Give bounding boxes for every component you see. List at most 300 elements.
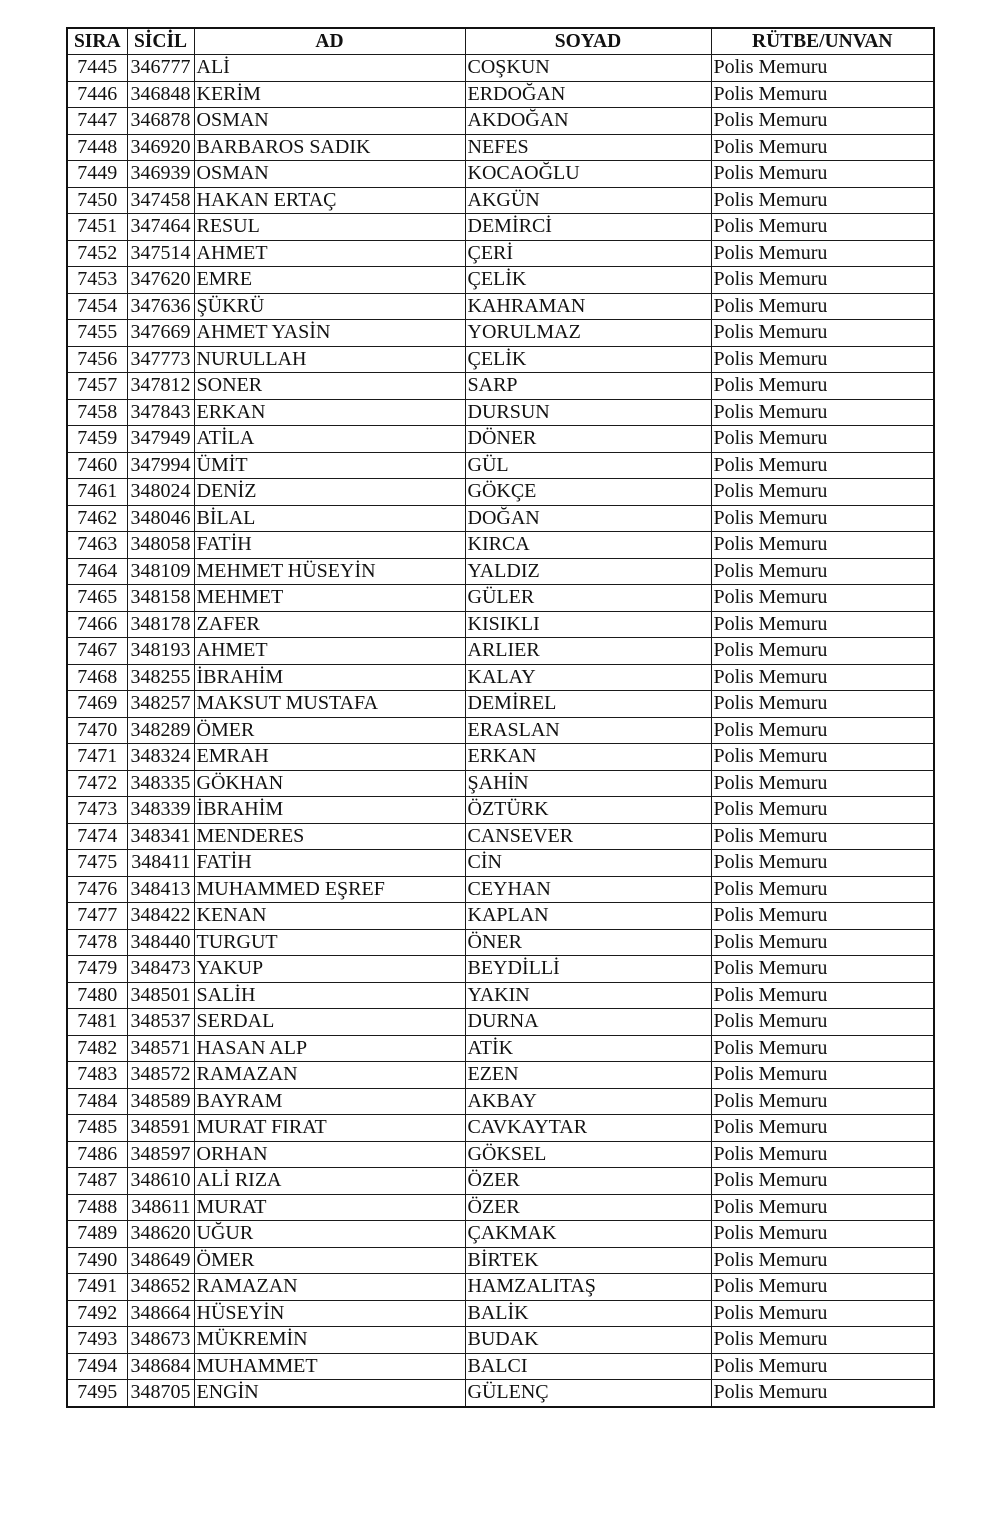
cell-sira: 7466 xyxy=(67,611,127,638)
cell-sira: 7468 xyxy=(67,664,127,691)
table-row xyxy=(67,797,934,824)
cell-soyad: HAMZALITAŞ xyxy=(465,1274,711,1301)
cell-rutbe: Polis Memuru xyxy=(711,558,934,585)
table-row xyxy=(67,399,934,426)
table-row xyxy=(67,823,934,850)
table-row xyxy=(67,1062,934,1089)
cell-sicil: 348046 xyxy=(127,505,194,532)
table-row xyxy=(67,532,934,559)
cell-rutbe: Polis Memuru xyxy=(711,532,934,559)
cell-ad: RESUL xyxy=(194,214,465,241)
cell-rutbe: Polis Memuru xyxy=(711,240,934,267)
cell-rutbe: Polis Memuru xyxy=(711,1141,934,1168)
cell-sicil: 348473 xyxy=(127,956,194,983)
cell-sicil: 347843 xyxy=(127,399,194,426)
cell-soyad: YALDIZ xyxy=(465,558,711,585)
cell-sira: 7459 xyxy=(67,426,127,453)
cell-sicil: 348193 xyxy=(127,638,194,665)
cell-sicil: 348664 xyxy=(127,1300,194,1327)
table-row xyxy=(67,638,934,665)
cell-sira: 7474 xyxy=(67,823,127,850)
cell-soyad: CANSEVER xyxy=(465,823,711,850)
cell-rutbe: Polis Memuru xyxy=(711,638,934,665)
cell-sira: 7488 xyxy=(67,1194,127,1221)
cell-ad: NURULLAH xyxy=(194,346,465,373)
cell-sicil: 346777 xyxy=(127,55,194,82)
cell-rutbe: Polis Memuru xyxy=(711,267,934,294)
cell-rutbe: Polis Memuru xyxy=(711,797,934,824)
cell-rutbe: Polis Memuru xyxy=(711,55,934,82)
cell-sicil: 348591 xyxy=(127,1115,194,1142)
cell-rutbe: Polis Memuru xyxy=(711,293,934,320)
cell-sicil: 346920 xyxy=(127,134,194,161)
table-row xyxy=(67,929,934,956)
cell-rutbe: Polis Memuru xyxy=(711,770,934,797)
cell-ad: BİLAL xyxy=(194,505,465,532)
cell-soyad: DÖNER xyxy=(465,426,711,453)
table-row xyxy=(67,1115,934,1142)
cell-soyad: ÖZTÜRK xyxy=(465,797,711,824)
cell-sicil: 348339 xyxy=(127,797,194,824)
cell-ad: İBRAHİM xyxy=(194,797,465,824)
table-row xyxy=(67,1274,934,1301)
cell-rutbe: Polis Memuru xyxy=(711,1353,934,1380)
cell-soyad: ÖNER xyxy=(465,929,711,956)
cell-sicil: 348341 xyxy=(127,823,194,850)
cell-sira: 7456 xyxy=(67,346,127,373)
table-row xyxy=(67,346,934,373)
cell-rutbe: Polis Memuru xyxy=(711,161,934,188)
cell-rutbe: Polis Memuru xyxy=(711,1115,934,1142)
cell-ad: HÜSEYİN xyxy=(194,1300,465,1327)
cell-sicil: 346878 xyxy=(127,108,194,135)
table-row xyxy=(67,850,934,877)
cell-soyad: ÖZER xyxy=(465,1194,711,1221)
cell-sira: 7463 xyxy=(67,532,127,559)
header-rutbe: RÜTBE/UNVAN xyxy=(711,28,934,55)
cell-soyad: DOĞAN xyxy=(465,505,711,532)
cell-sira: 7457 xyxy=(67,373,127,400)
cell-sicil: 348649 xyxy=(127,1247,194,1274)
cell-ad: MAKSUT MUSTAFA xyxy=(194,691,465,718)
cell-soyad: DEMİRCİ xyxy=(465,214,711,241)
cell-soyad: BİRTEK xyxy=(465,1247,711,1274)
cell-sira: 7493 xyxy=(67,1327,127,1354)
table-row xyxy=(67,134,934,161)
cell-ad: OSMAN xyxy=(194,108,465,135)
cell-soyad: YORULMAZ xyxy=(465,320,711,347)
cell-soyad: GÜLENÇ xyxy=(465,1380,711,1407)
cell-sira: 7446 xyxy=(67,81,127,108)
cell-soyad: KAHRAMAN xyxy=(465,293,711,320)
cell-sicil: 348571 xyxy=(127,1035,194,1062)
cell-ad: MURAT FIRAT xyxy=(194,1115,465,1142)
cell-sira: 7447 xyxy=(67,108,127,135)
cell-sicil: 347773 xyxy=(127,346,194,373)
cell-sira: 7485 xyxy=(67,1115,127,1142)
cell-sicil: 348178 xyxy=(127,611,194,638)
cell-ad: BAYRAM xyxy=(194,1088,465,1115)
table-row xyxy=(67,1247,934,1274)
cell-soyad: ERASLAN xyxy=(465,717,711,744)
cell-sira: 7472 xyxy=(67,770,127,797)
cell-soyad: KOCAOĞLU xyxy=(465,161,711,188)
cell-sira: 7489 xyxy=(67,1221,127,1248)
cell-sira: 7479 xyxy=(67,956,127,983)
cell-soyad: KALAY xyxy=(465,664,711,691)
cell-sira: 7469 xyxy=(67,691,127,718)
cell-soyad: ERDOĞAN xyxy=(465,81,711,108)
cell-ad: MEHMET xyxy=(194,585,465,612)
cell-soyad: YAKIN xyxy=(465,982,711,1009)
cell-sicil: 347669 xyxy=(127,320,194,347)
cell-rutbe: Polis Memuru xyxy=(711,346,934,373)
header-soyad: SOYAD xyxy=(465,28,711,55)
cell-sicil: 348705 xyxy=(127,1380,194,1407)
cell-sira: 7452 xyxy=(67,240,127,267)
cell-sira: 7454 xyxy=(67,293,127,320)
personnel-table xyxy=(66,27,935,1408)
table-row xyxy=(67,611,934,638)
cell-rutbe: Polis Memuru xyxy=(711,982,934,1009)
cell-sicil: 347464 xyxy=(127,214,194,241)
cell-ad: MÜKREMİN xyxy=(194,1327,465,1354)
cell-sicil: 348158 xyxy=(127,585,194,612)
cell-sira: 7448 xyxy=(67,134,127,161)
cell-sira: 7495 xyxy=(67,1380,127,1407)
cell-sicil: 348058 xyxy=(127,532,194,559)
cell-soyad: ERKAN xyxy=(465,744,711,771)
cell-rutbe: Polis Memuru xyxy=(711,585,934,612)
cell-soyad: DURSUN xyxy=(465,399,711,426)
cell-rutbe: Polis Memuru xyxy=(711,664,934,691)
cell-rutbe: Polis Memuru xyxy=(711,903,934,930)
cell-soyad: KISIKLI xyxy=(465,611,711,638)
table-row xyxy=(67,187,934,214)
cell-soyad: BALCI xyxy=(465,1353,711,1380)
cell-ad: EMRE xyxy=(194,267,465,294)
cell-sira: 7451 xyxy=(67,214,127,241)
cell-rutbe: Polis Memuru xyxy=(711,1009,934,1036)
cell-rutbe: Polis Memuru xyxy=(711,399,934,426)
cell-ad: KENAN xyxy=(194,903,465,930)
cell-ad: RAMAZAN xyxy=(194,1062,465,1089)
cell-sira: 7461 xyxy=(67,479,127,506)
cell-ad: KERİM xyxy=(194,81,465,108)
cell-ad: GÖKHAN xyxy=(194,770,465,797)
cell-ad: ÜMİT xyxy=(194,452,465,479)
cell-soyad: GÖKSEL xyxy=(465,1141,711,1168)
cell-rutbe: Polis Memuru xyxy=(711,108,934,135)
cell-ad: MEHMET HÜSEYİN xyxy=(194,558,465,585)
cell-soyad: AKDOĞAN xyxy=(465,108,711,135)
header-row xyxy=(67,28,934,55)
cell-sicil: 348440 xyxy=(127,929,194,956)
cell-sira: 7494 xyxy=(67,1353,127,1380)
cell-soyad: BALİK xyxy=(465,1300,711,1327)
table-row xyxy=(67,744,934,771)
cell-sicil: 347949 xyxy=(127,426,194,453)
cell-rutbe: Polis Memuru xyxy=(711,929,934,956)
cell-rutbe: Polis Memuru xyxy=(711,611,934,638)
table-row xyxy=(67,1009,934,1036)
header-ad: AD xyxy=(194,28,465,55)
cell-ad: ENGİN xyxy=(194,1380,465,1407)
cell-ad: AHMET xyxy=(194,638,465,665)
table-row xyxy=(67,1141,934,1168)
table-row xyxy=(67,1327,934,1354)
cell-ad: ERKAN xyxy=(194,399,465,426)
cell-soyad: AKGÜN xyxy=(465,187,711,214)
cell-soyad: EZEN xyxy=(465,1062,711,1089)
cell-rutbe: Polis Memuru xyxy=(711,1035,934,1062)
cell-sicil: 347636 xyxy=(127,293,194,320)
cell-ad: ATİLA xyxy=(194,426,465,453)
cell-rutbe: Polis Memuru xyxy=(711,479,934,506)
cell-soyad: AKBAY xyxy=(465,1088,711,1115)
cell-ad: TURGUT xyxy=(194,929,465,956)
cell-sira: 7458 xyxy=(67,399,127,426)
cell-soyad: CİN xyxy=(465,850,711,877)
cell-rutbe: Polis Memuru xyxy=(711,1247,934,1274)
cell-rutbe: Polis Memuru xyxy=(711,876,934,903)
cell-sira: 7473 xyxy=(67,797,127,824)
cell-ad: FATİH xyxy=(194,850,465,877)
cell-sira: 7467 xyxy=(67,638,127,665)
cell-ad: ÖMER xyxy=(194,1247,465,1274)
cell-soyad: KAPLAN xyxy=(465,903,711,930)
cell-rutbe: Polis Memuru xyxy=(711,81,934,108)
cell-ad: ALİ xyxy=(194,55,465,82)
cell-sira: 7462 xyxy=(67,505,127,532)
cell-rutbe: Polis Memuru xyxy=(711,1380,934,1407)
table-row xyxy=(67,1194,934,1221)
table-row xyxy=(67,479,934,506)
table-row xyxy=(67,55,934,82)
cell-sira: 7478 xyxy=(67,929,127,956)
cell-ad: ALİ RIZA xyxy=(194,1168,465,1195)
table-row xyxy=(67,452,934,479)
cell-soyad: ÇERİ xyxy=(465,240,711,267)
cell-sicil: 346848 xyxy=(127,81,194,108)
cell-soyad: ÇELİK xyxy=(465,267,711,294)
cell-ad: SALİH xyxy=(194,982,465,1009)
table-row xyxy=(67,1168,934,1195)
cell-sira: 7445 xyxy=(67,55,127,82)
cell-rutbe: Polis Memuru xyxy=(711,214,934,241)
table-row xyxy=(67,585,934,612)
cell-ad: MUHAMMET xyxy=(194,1353,465,1380)
table-row xyxy=(67,1353,934,1380)
cell-soyad: ÇAKMAK xyxy=(465,1221,711,1248)
cell-rutbe: Polis Memuru xyxy=(711,1327,934,1354)
cell-rutbe: Polis Memuru xyxy=(711,1194,934,1221)
cell-soyad: CEYHAN xyxy=(465,876,711,903)
table-row xyxy=(67,876,934,903)
cell-soyad: CAVKAYTAR xyxy=(465,1115,711,1142)
cell-ad: EMRAH xyxy=(194,744,465,771)
cell-sicil: 348411 xyxy=(127,850,194,877)
cell-sira: 7477 xyxy=(67,903,127,930)
cell-sira: 7464 xyxy=(67,558,127,585)
cell-rutbe: Polis Memuru xyxy=(711,691,934,718)
cell-rutbe: Polis Memuru xyxy=(711,717,934,744)
table-row xyxy=(67,426,934,453)
cell-sicil: 348257 xyxy=(127,691,194,718)
cell-soyad: KIRCA xyxy=(465,532,711,559)
table-row xyxy=(67,982,934,1009)
cell-soyad: BEYDİLLİ xyxy=(465,956,711,983)
cell-sira: 7475 xyxy=(67,850,127,877)
table-row xyxy=(67,691,934,718)
cell-soyad: NEFES xyxy=(465,134,711,161)
cell-sicil: 348109 xyxy=(127,558,194,585)
cell-soyad: DEMİREL xyxy=(465,691,711,718)
cell-sira: 7450 xyxy=(67,187,127,214)
cell-soyad: GÜL xyxy=(465,452,711,479)
cell-sira: 7486 xyxy=(67,1141,127,1168)
cell-sira: 7490 xyxy=(67,1247,127,1274)
cell-sicil: 347812 xyxy=(127,373,194,400)
cell-ad: DENİZ xyxy=(194,479,465,506)
cell-rutbe: Polis Memuru xyxy=(711,1300,934,1327)
cell-soyad: SARP xyxy=(465,373,711,400)
table-row xyxy=(67,903,934,930)
cell-ad: YAKUP xyxy=(194,956,465,983)
table-row xyxy=(67,956,934,983)
cell-ad: ORHAN xyxy=(194,1141,465,1168)
cell-ad: OSMAN xyxy=(194,161,465,188)
cell-sicil: 348024 xyxy=(127,479,194,506)
cell-sira: 7492 xyxy=(67,1300,127,1327)
cell-soyad: GÜLER xyxy=(465,585,711,612)
cell-sicil: 348597 xyxy=(127,1141,194,1168)
cell-soyad: COŞKUN xyxy=(465,55,711,82)
header-sicil: SİCİL xyxy=(127,28,194,55)
cell-rutbe: Polis Memuru xyxy=(711,426,934,453)
cell-ad: İBRAHİM xyxy=(194,664,465,691)
cell-ad: ZAFER xyxy=(194,611,465,638)
cell-sira: 7465 xyxy=(67,585,127,612)
cell-ad: ÖMER xyxy=(194,717,465,744)
cell-sicil: 347620 xyxy=(127,267,194,294)
cell-sicil: 348335 xyxy=(127,770,194,797)
cell-ad: SONER xyxy=(194,373,465,400)
cell-rutbe: Polis Memuru xyxy=(711,1168,934,1195)
cell-sicil: 348413 xyxy=(127,876,194,903)
cell-sira: 7480 xyxy=(67,982,127,1009)
cell-ad: AHMET xyxy=(194,240,465,267)
cell-sicil: 348289 xyxy=(127,717,194,744)
cell-sicil: 348620 xyxy=(127,1221,194,1248)
table-row xyxy=(67,108,934,135)
cell-ad: MUHAMMED EŞREF xyxy=(194,876,465,903)
cell-rutbe: Polis Memuru xyxy=(711,744,934,771)
cell-sicil: 348324 xyxy=(127,744,194,771)
table-row xyxy=(67,267,934,294)
cell-ad: HASAN ALP xyxy=(194,1035,465,1062)
cell-ad: MENDERES xyxy=(194,823,465,850)
cell-sicil: 348652 xyxy=(127,1274,194,1301)
cell-soyad: ARLIER xyxy=(465,638,711,665)
cell-sira: 7476 xyxy=(67,876,127,903)
cell-soyad: ÇELİK xyxy=(465,346,711,373)
table-row xyxy=(67,1221,934,1248)
cell-ad: MURAT xyxy=(194,1194,465,1221)
table-row xyxy=(67,373,934,400)
cell-sicil: 348572 xyxy=(127,1062,194,1089)
cell-soyad: DURNA xyxy=(465,1009,711,1036)
cell-sicil: 348255 xyxy=(127,664,194,691)
cell-rutbe: Polis Memuru xyxy=(711,505,934,532)
cell-sira: 7482 xyxy=(67,1035,127,1062)
cell-sicil: 346939 xyxy=(127,161,194,188)
cell-sicil: 347994 xyxy=(127,452,194,479)
table-row xyxy=(67,293,934,320)
cell-sira: 7470 xyxy=(67,717,127,744)
table-row xyxy=(67,558,934,585)
cell-rutbe: Polis Memuru xyxy=(711,320,934,347)
cell-ad: ŞÜKRÜ xyxy=(194,293,465,320)
cell-sira: 7483 xyxy=(67,1062,127,1089)
cell-sira: 7449 xyxy=(67,161,127,188)
cell-sicil: 348537 xyxy=(127,1009,194,1036)
cell-ad: BARBAROS SADIK xyxy=(194,134,465,161)
cell-sira: 7484 xyxy=(67,1088,127,1115)
header-sira: SIRA xyxy=(67,28,127,55)
cell-rutbe: Polis Memuru xyxy=(711,1274,934,1301)
cell-rutbe: Polis Memuru xyxy=(711,187,934,214)
cell-sicil: 347514 xyxy=(127,240,194,267)
table-row xyxy=(67,81,934,108)
cell-sicil: 348501 xyxy=(127,982,194,1009)
table-row xyxy=(67,717,934,744)
cell-rutbe: Polis Memuru xyxy=(711,823,934,850)
cell-rutbe: Polis Memuru xyxy=(711,956,934,983)
table-row xyxy=(67,1088,934,1115)
cell-sicil: 347458 xyxy=(127,187,194,214)
cell-soyad: GÖKÇE xyxy=(465,479,711,506)
table-row xyxy=(67,214,934,241)
cell-rutbe: Polis Memuru xyxy=(711,1088,934,1115)
table-body xyxy=(67,55,934,1407)
cell-sicil: 348684 xyxy=(127,1353,194,1380)
cell-sira: 7471 xyxy=(67,744,127,771)
cell-soyad: ÖZER xyxy=(465,1168,711,1195)
cell-sicil: 348611 xyxy=(127,1194,194,1221)
table-row xyxy=(67,1035,934,1062)
cell-sira: 7453 xyxy=(67,267,127,294)
cell-sira: 7460 xyxy=(67,452,127,479)
table-row xyxy=(67,505,934,532)
cell-sira: 7455 xyxy=(67,320,127,347)
cell-ad: UĞUR xyxy=(194,1221,465,1248)
cell-rutbe: Polis Memuru xyxy=(711,1062,934,1089)
cell-ad: RAMAZAN xyxy=(194,1274,465,1301)
table-row xyxy=(67,320,934,347)
cell-ad: HAKAN ERTAÇ xyxy=(194,187,465,214)
cell-sicil: 348673 xyxy=(127,1327,194,1354)
cell-soyad: BUDAK xyxy=(465,1327,711,1354)
cell-sicil: 348610 xyxy=(127,1168,194,1195)
table-row xyxy=(67,240,934,267)
cell-sicil: 348589 xyxy=(127,1088,194,1115)
cell-ad: AHMET YASİN xyxy=(194,320,465,347)
cell-rutbe: Polis Memuru xyxy=(711,850,934,877)
cell-ad: SERDAL xyxy=(194,1009,465,1036)
cell-rutbe: Polis Memuru xyxy=(711,452,934,479)
cell-ad: FATİH xyxy=(194,532,465,559)
